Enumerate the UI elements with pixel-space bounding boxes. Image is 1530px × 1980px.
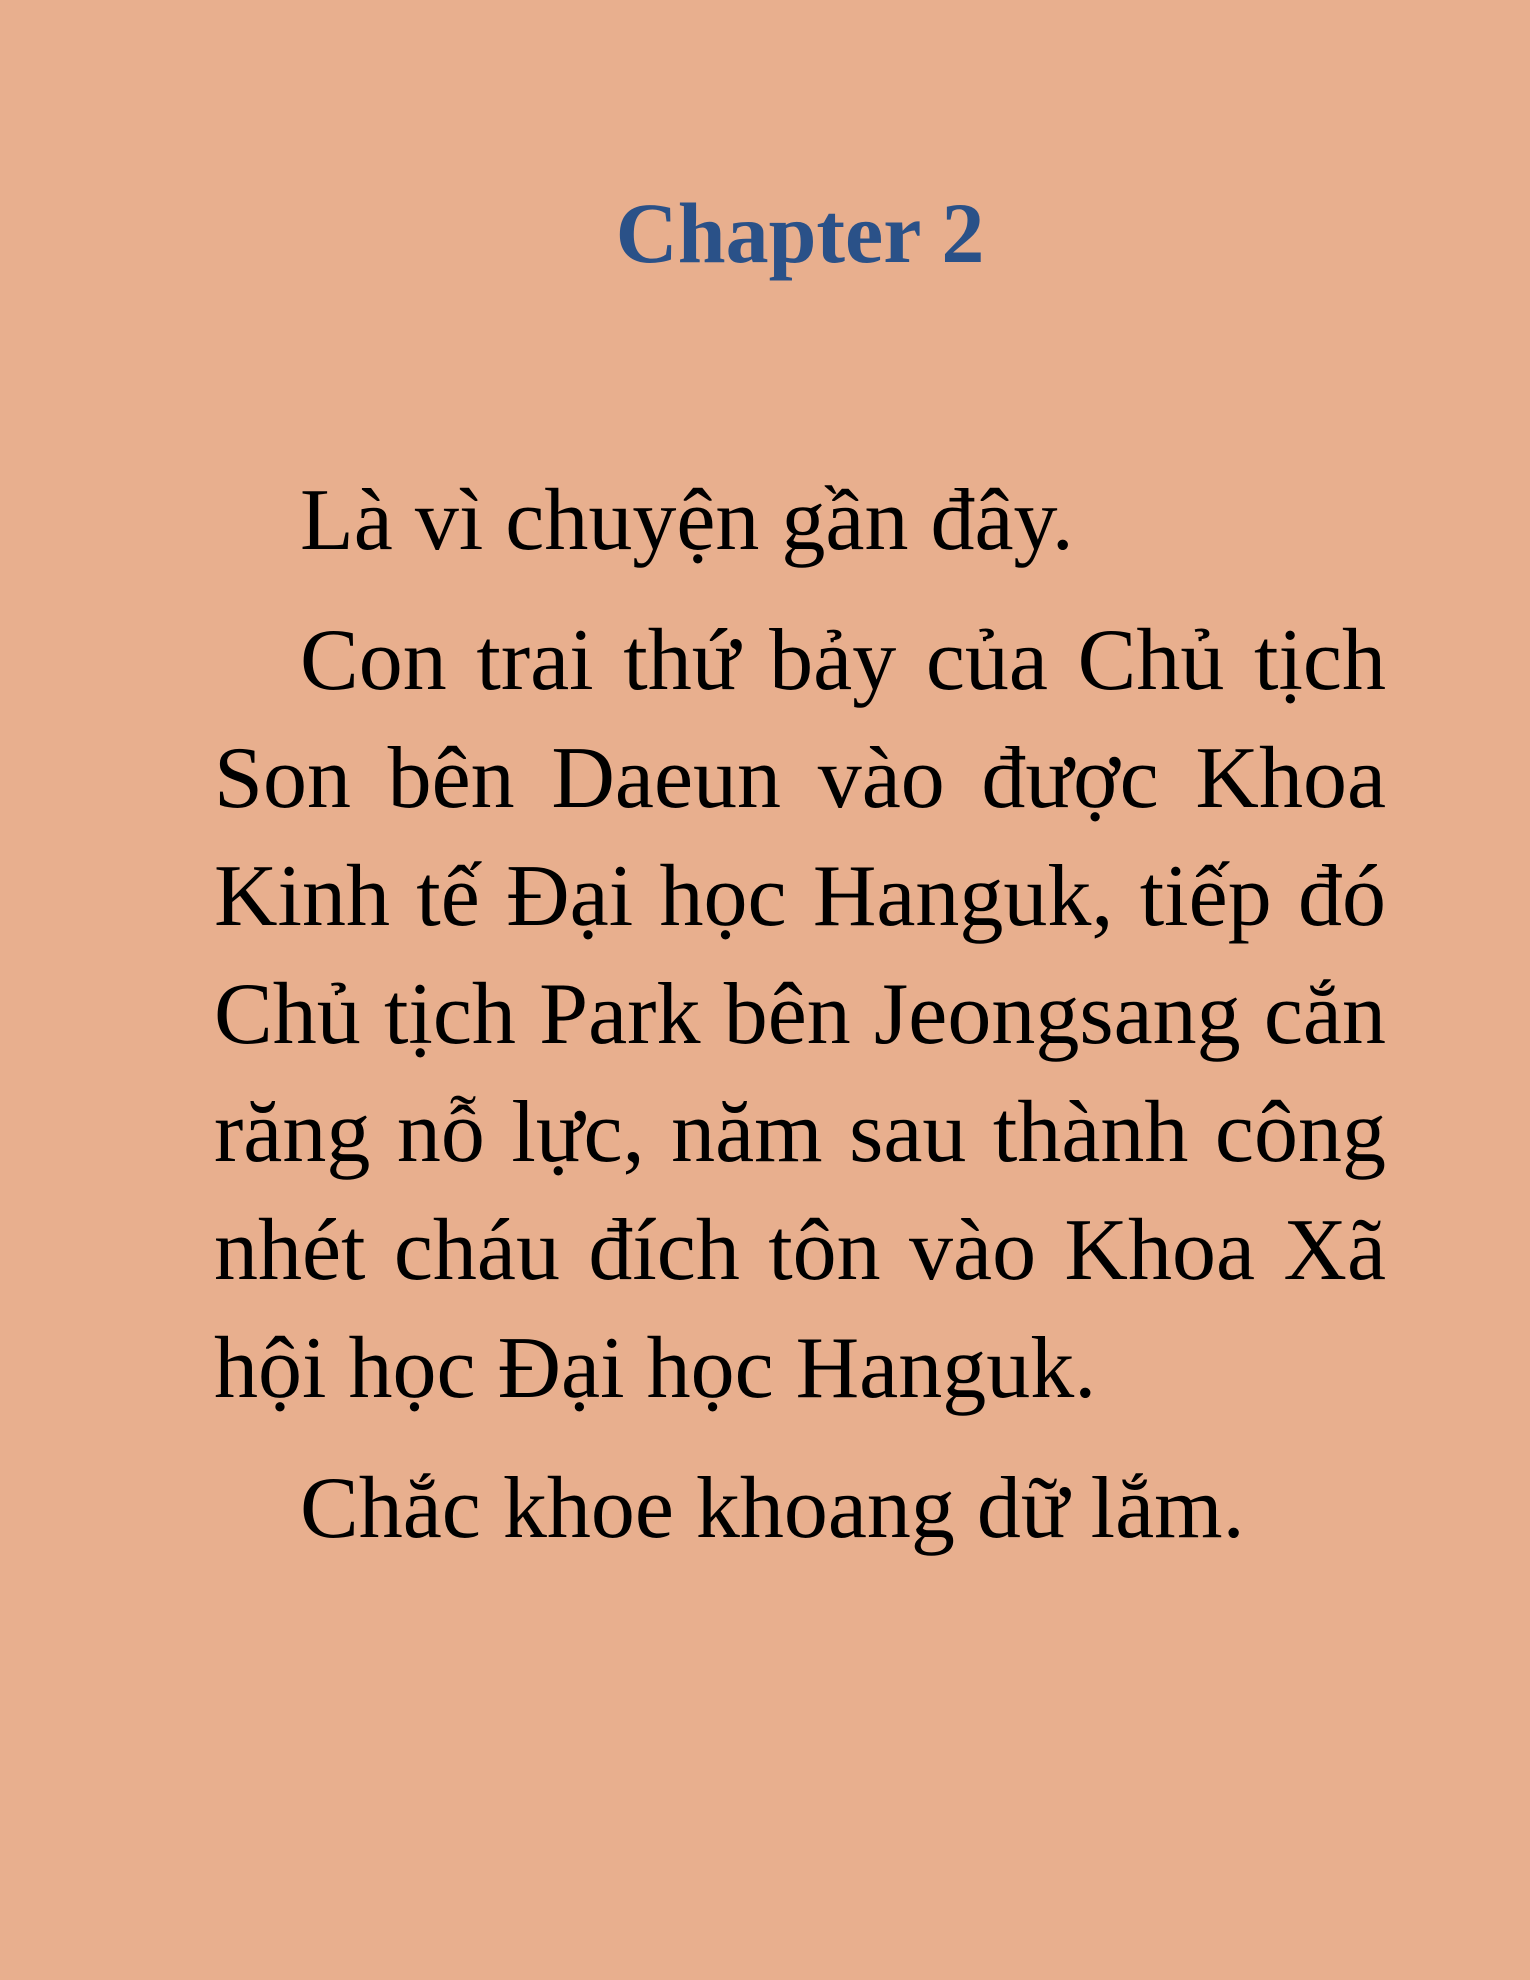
- paragraph-2: Con trai thứ bảy của Chủ tịch Son bên Daeun vào được Khoa Kinh tế Đại học Hanguk, tiếp đó Chủ tịch Park bên Jeongsang cắn răng nỗ lực, năm sau thành công nhét cháu đích tôn vào Khoa Xã hội học Đại học Hanguk.: [214, 612, 1386, 1417]
- body-text: [214, 462, 1386, 1590]
- chapter-title: Chapter 2: [615, 185, 985, 281]
- paragraph-3: Chắc khoe khoang dữ lắm.: [300, 1460, 1245, 1557]
- paragraph-1: Là vì chuyện gần đây.: [300, 472, 1074, 569]
